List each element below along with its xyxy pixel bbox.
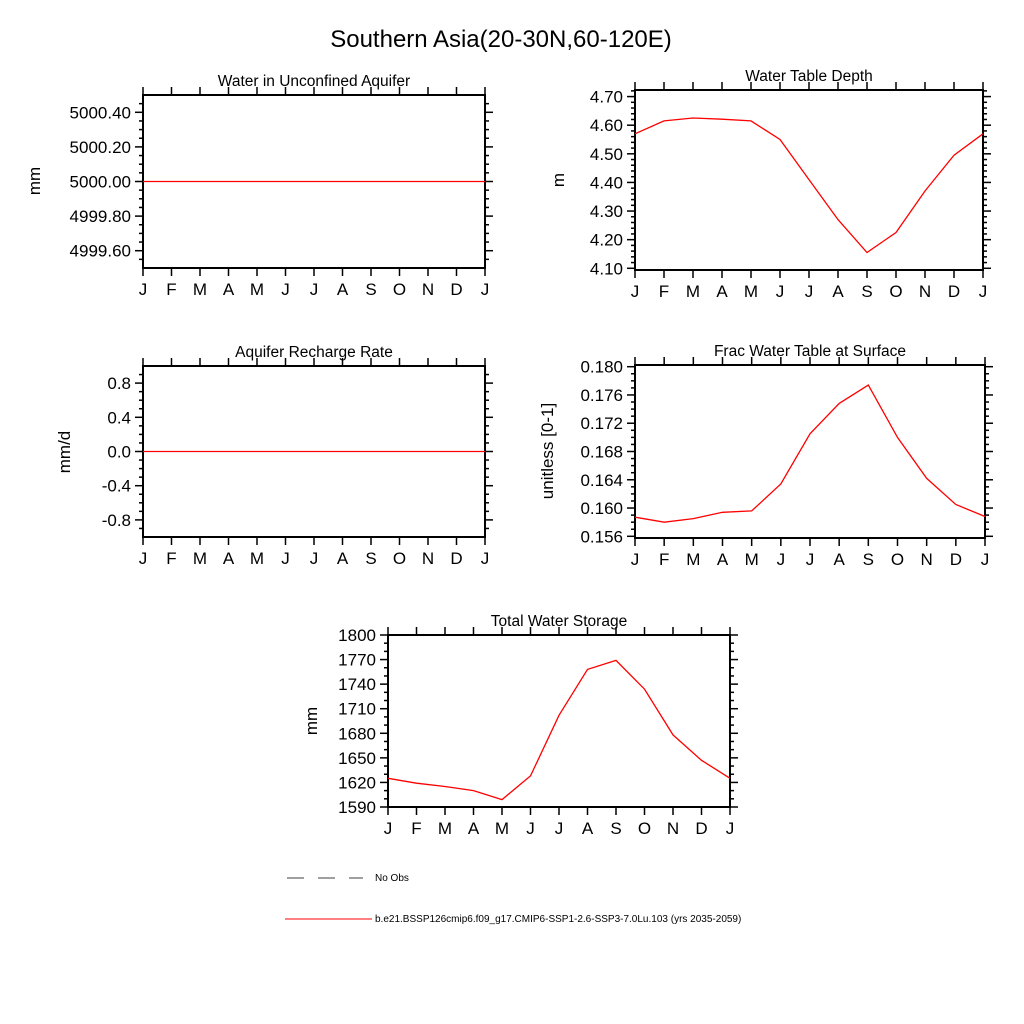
plot-aquifer-recharge-rate bbox=[55, 344, 493, 568]
plot-title: Frac Water Table at Surface bbox=[713, 343, 907, 360]
y-tick-label: 5000.00 bbox=[69, 172, 131, 192]
legend-item-case bbox=[285, 913, 741, 925]
y-tick-label: -0.4 bbox=[101, 476, 131, 496]
x-tick-label: O bbox=[889, 282, 903, 301]
x-tick-label: M bbox=[743, 282, 759, 301]
x-tick-label: A bbox=[581, 819, 594, 838]
y-tick-label: 4999.80 bbox=[69, 207, 131, 227]
plot-total-water-storage bbox=[302, 613, 738, 838]
x-tick-label: D bbox=[450, 280, 463, 299]
x-tick-label: M bbox=[249, 280, 265, 299]
x-tick-label: A bbox=[833, 550, 845, 569]
y-tick-label: 1710 bbox=[338, 699, 376, 719]
data-line bbox=[388, 660, 730, 799]
data-line bbox=[635, 385, 985, 522]
x-tick-label: J bbox=[554, 819, 564, 838]
x-tick-label: O bbox=[637, 819, 652, 838]
y-tick-label: 1740 bbox=[338, 675, 376, 695]
y-tick-label: 0.168 bbox=[580, 442, 623, 462]
plot-frac-water-table-at-surface bbox=[538, 343, 993, 569]
x-tick-label: M bbox=[685, 282, 701, 301]
x-tick-label: J bbox=[980, 550, 990, 569]
plot-water-in-unconfined-aquifer bbox=[25, 73, 493, 299]
x-tick-label: J bbox=[309, 549, 319, 568]
x-tick-label: O bbox=[392, 549, 407, 568]
x-tick-label: D bbox=[949, 550, 962, 569]
plot-title: Water in Unconfined Aquifer bbox=[217, 73, 411, 90]
x-tick-label: F bbox=[658, 282, 670, 301]
x-tick-label: N bbox=[666, 819, 680, 838]
x-tick-label: J bbox=[138, 280, 148, 299]
x-tick-label: S bbox=[862, 550, 875, 569]
x-tick-label: A bbox=[467, 819, 480, 838]
y-tick-label: 5000.40 bbox=[69, 103, 131, 123]
x-tick-label: M bbox=[744, 550, 759, 569]
x-tick-label: S bbox=[861, 282, 873, 301]
y-tick-label: 0.156 bbox=[580, 527, 623, 547]
y-axis-label: mm bbox=[25, 166, 44, 196]
y-tick-label: 1620 bbox=[338, 773, 376, 793]
x-tick-label: J bbox=[775, 282, 785, 301]
y-tick-label: 0.4 bbox=[107, 408, 131, 428]
x-tick-label: J bbox=[630, 282, 640, 301]
y-axis-label: unitless [0-1] bbox=[538, 402, 557, 500]
y-tick-label: 0.164 bbox=[580, 470, 623, 490]
x-tick-label: M bbox=[686, 550, 701, 569]
y-tick-label: 4.70 bbox=[589, 87, 623, 107]
x-tick-label: M bbox=[249, 549, 265, 568]
x-tick-label: A bbox=[336, 549, 349, 568]
x-tick-label: M bbox=[494, 819, 510, 838]
x-tick-label: D bbox=[947, 282, 961, 301]
page-title: Southern Asia(20-30N,60-120E) bbox=[330, 26, 672, 53]
legend-item-no-obs bbox=[285, 872, 409, 884]
x-tick-label: J bbox=[725, 819, 735, 838]
x-tick-label: F bbox=[166, 549, 177, 568]
y-tick-label: 1650 bbox=[338, 748, 376, 768]
x-tick-label: J bbox=[309, 280, 319, 299]
y-tick-label: 0.176 bbox=[580, 385, 623, 405]
case-solid-line-swatch bbox=[285, 913, 373, 925]
x-tick-label: J bbox=[480, 280, 490, 299]
y-tick-label: 1590 bbox=[338, 798, 376, 817]
x-tick-label: M bbox=[192, 549, 208, 568]
x-tick-label: F bbox=[411, 819, 422, 838]
x-tick-label: J bbox=[383, 819, 393, 838]
y-tick-label: 4.50 bbox=[589, 144, 623, 164]
x-tick-label: A bbox=[336, 280, 349, 299]
y-tick-label: 0.8 bbox=[107, 374, 131, 394]
y-tick-label: 5000.20 bbox=[69, 137, 131, 157]
y-tick-label: 4.60 bbox=[589, 116, 623, 136]
y-tick-label: 4.30 bbox=[589, 202, 623, 222]
x-tick-label: J bbox=[138, 549, 148, 568]
x-tick-label: S bbox=[365, 280, 377, 299]
y-tick-label: 4.10 bbox=[589, 259, 623, 279]
y-tick-label: 0.172 bbox=[580, 414, 623, 434]
y-tick-label: 4.40 bbox=[589, 173, 623, 193]
x-tick-label: A bbox=[222, 549, 235, 568]
x-tick-label: J bbox=[281, 549, 290, 568]
x-tick-label: A bbox=[716, 282, 728, 301]
y-axis-label: m bbox=[549, 172, 568, 188]
plot-title: Total Water Storage bbox=[490, 613, 628, 630]
x-tick-label: N bbox=[918, 282, 932, 301]
y-tick-label: -0.8 bbox=[101, 510, 131, 530]
x-tick-label: F bbox=[166, 280, 177, 299]
x-tick-label: M bbox=[437, 819, 453, 838]
x-tick-label: M bbox=[192, 280, 208, 299]
x-tick-label: S bbox=[365, 549, 377, 568]
x-tick-label: A bbox=[716, 550, 729, 569]
y-tick-label: 1770 bbox=[338, 650, 376, 670]
x-tick-label: A bbox=[222, 280, 235, 299]
x-tick-label: J bbox=[978, 282, 988, 301]
plot-water-table-depth bbox=[549, 68, 991, 301]
plot-title: Aquifer Recharge Rate bbox=[235, 344, 393, 361]
x-tick-label: S bbox=[610, 819, 622, 838]
y-tick-label: 4999.60 bbox=[69, 241, 131, 261]
x-tick-label: J bbox=[630, 550, 640, 569]
x-tick-label: J bbox=[480, 549, 490, 568]
x-tick-label: F bbox=[658, 550, 670, 569]
plot-title: Water Table Depth bbox=[745, 68, 873, 85]
x-tick-label: D bbox=[695, 819, 708, 838]
legend-label-case: b.e21.BSSP126cmip6.f09_g17.CMIP6-SSP1-2.6-SSP3-7.0Lu.103 (yrs 2035-2059) bbox=[375, 913, 742, 925]
x-tick-label: J bbox=[804, 282, 814, 301]
x-tick-label: N bbox=[421, 280, 435, 299]
x-tick-label: J bbox=[805, 550, 815, 569]
y-tick-label: 1800 bbox=[338, 626, 376, 645]
plot-frame bbox=[388, 635, 730, 807]
x-tick-label: N bbox=[920, 550, 933, 569]
y-tick-label: 1680 bbox=[338, 724, 376, 744]
x-tick-label: O bbox=[392, 280, 407, 299]
y-tick-label: 0.160 bbox=[580, 499, 623, 519]
y-axis-label: mm/d bbox=[55, 430, 74, 474]
plot-frame bbox=[635, 365, 985, 538]
x-tick-label: J bbox=[776, 550, 786, 569]
data-line bbox=[635, 118, 983, 253]
y-axis-label: mm bbox=[302, 706, 321, 736]
x-tick-label: J bbox=[281, 280, 290, 299]
x-tick-label: D bbox=[450, 549, 463, 568]
no-obs-dashed-line-swatch bbox=[285, 872, 373, 884]
legend-label-no-obs: No Obs bbox=[375, 872, 409, 884]
y-tick-label: 0.0 bbox=[107, 442, 131, 462]
x-tick-label: A bbox=[832, 282, 844, 301]
y-tick-label: 4.20 bbox=[589, 230, 623, 250]
x-tick-label: O bbox=[890, 550, 905, 569]
x-tick-label: J bbox=[526, 819, 535, 838]
y-tick-label: 0.180 bbox=[580, 357, 623, 377]
x-tick-label: N bbox=[421, 549, 435, 568]
